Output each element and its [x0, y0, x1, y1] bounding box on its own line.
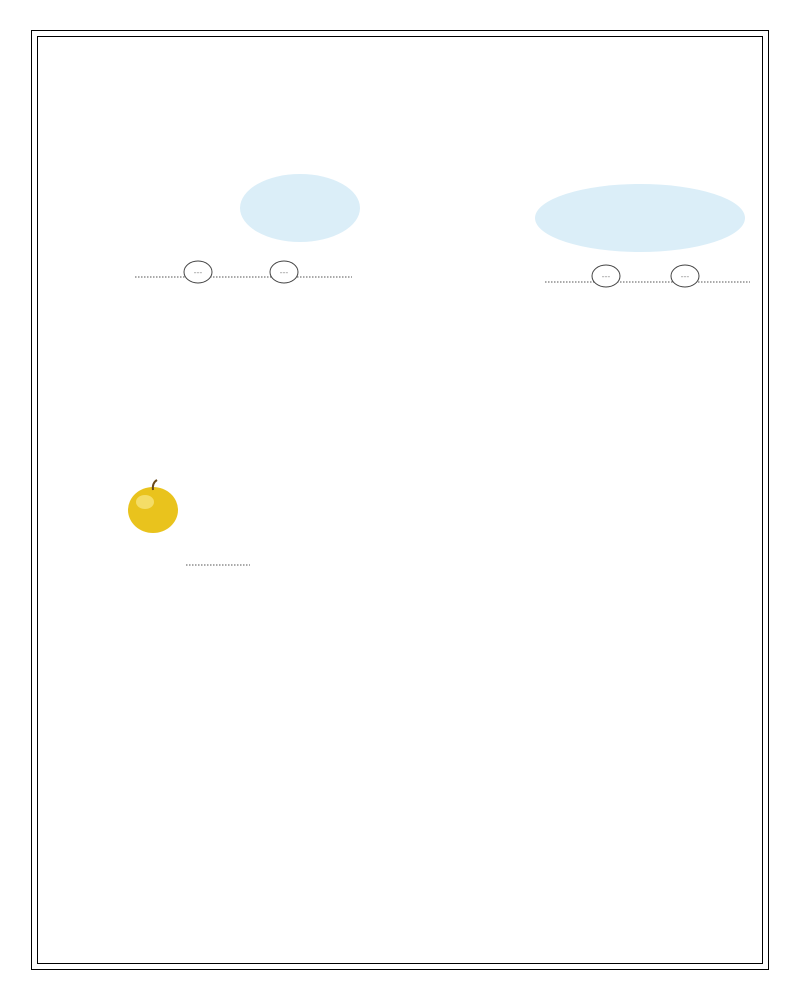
circle-placeholder: --- — [680, 272, 690, 281]
circle-placeholder: --- — [193, 268, 203, 277]
circle-placeholder: --- — [601, 272, 611, 281]
baseball-group-background — [535, 184, 745, 252]
pretzel-group-background — [240, 174, 360, 242]
circle-placeholder: --- — [279, 268, 289, 277]
apple-icon — [128, 480, 178, 533]
